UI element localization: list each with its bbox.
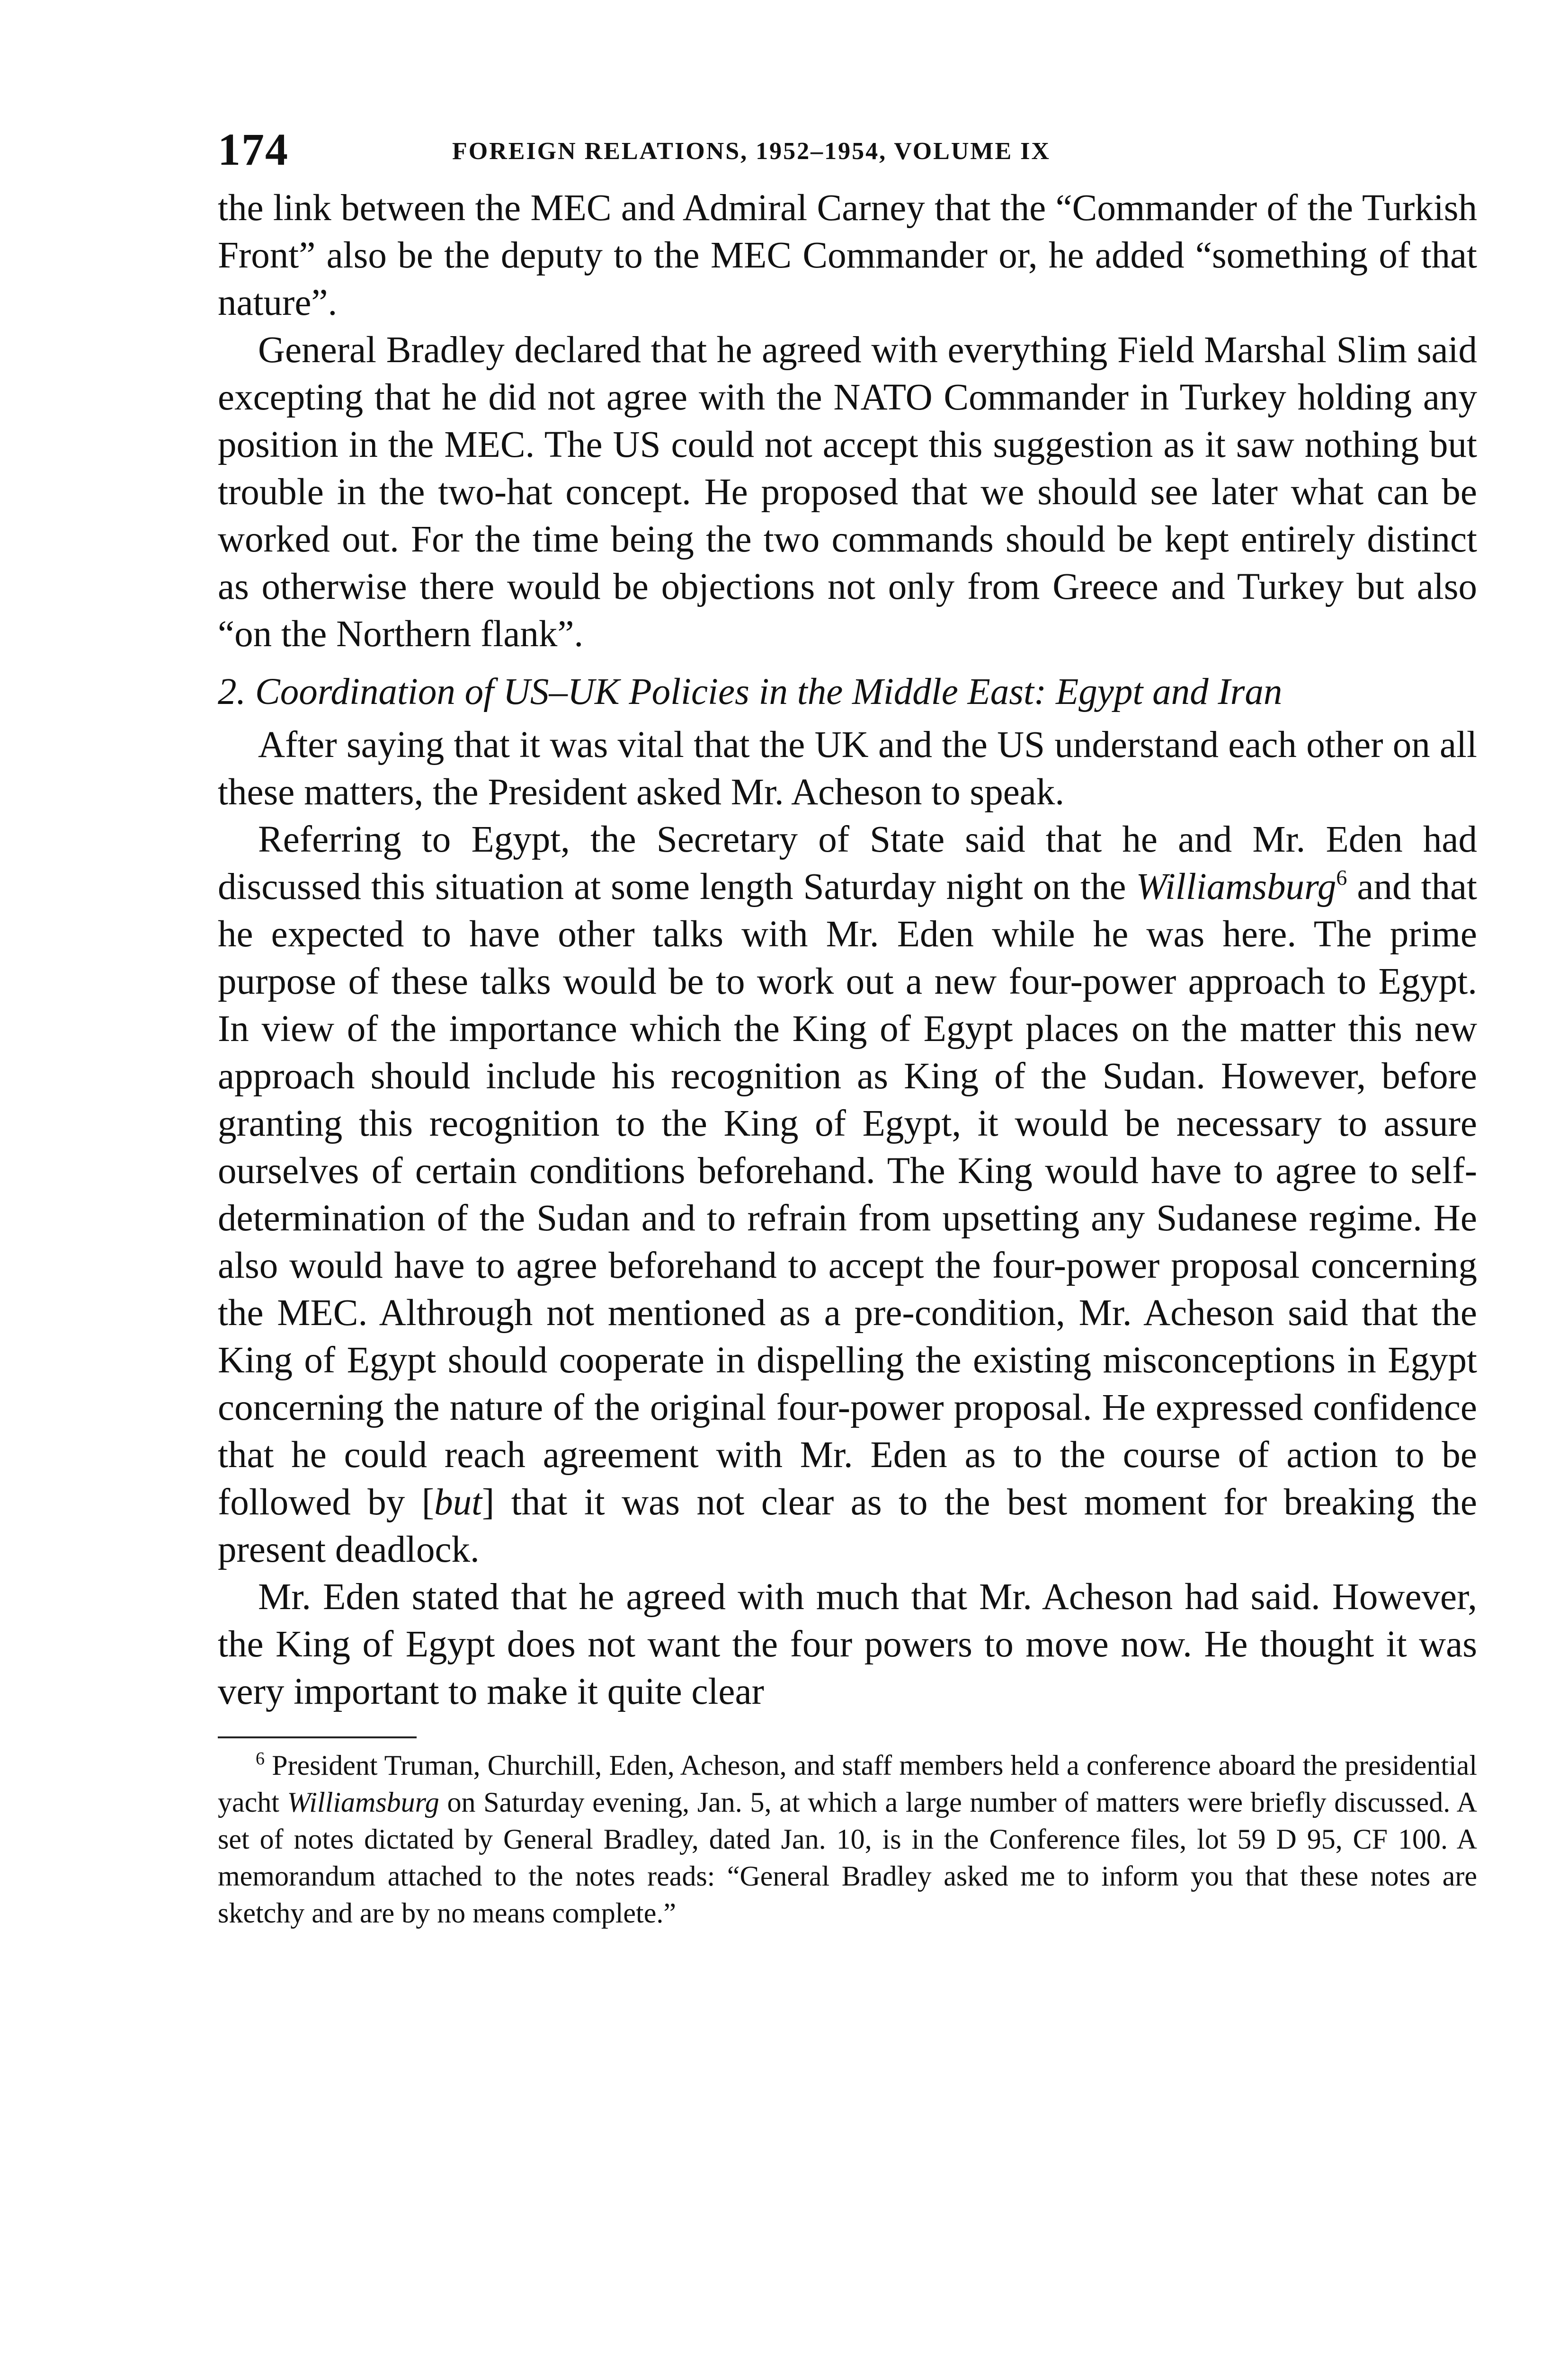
paragraph-2: General Bradley declared that he agreed with everything Field Marshal Slim said excepting that he did not agree with the NATO Commander in Turkey holding any position in the MEC. The US could not accept this suggestion as it saw nothing but trouble in the two-hat concept. He proposed that we should see later what can be worked out. For the time being the two commands should be kept entirely distinct as otherwise there would be objections not only from Greece and Turkey but also “on the Northern flank”. — [218, 329, 1477, 655]
body-text — [218, 185, 1477, 1716]
section-title: Coordination of US–UK Policies in the Middle East: Egypt and Iran — [255, 671, 1283, 712]
section-heading — [218, 668, 1477, 716]
paragraph-4-text-a: Referring to Egypt, the Secretary of State said that he and Mr. Eden had discussed this situation at some length Saturday night on the — [218, 819, 1477, 908]
running-head: FOREIGN RELATIONS, 1952–1954, VOLUME IX — [452, 138, 1051, 165]
footnote-divider — [218, 1736, 417, 1738]
page-header — [218, 114, 1477, 185]
footnote-marker: 6 — [256, 1749, 265, 1769]
paragraph-4-text-b: and that he expected to have other talks with Mr. Eden while he was here. The prime purpose of these talks would be to work out a new four-power approach to Egypt. In view of the importance which the King of Egypt places on the matter this new approach should include his recognition as King of the Sudan. However, before granting this recognition to the King of Egypt, it would be necessary to assure ourselves of certain conditions beforehand. The King would have to agree to self-determination of the Sudan and to refrain from upsetting any Sudanese regime. He also would have to agree beforehand to accept the four-power proposal concerning the MEC. Althrough not mentioned as a pre-condition, Mr. Acheson said that the King of Egypt should cooperate in dispelling the existing misconceptions in Egypt concerning the nature of the original four-power proposal. He expressed confidence that he could reach agreement with Mr. Eden as to the course of action to be followed by [ — [218, 866, 1477, 1523]
editorial-insertion: but — [434, 1482, 482, 1523]
page-number: 174 — [218, 124, 289, 175]
ship-name: Williamsburg — [1136, 866, 1336, 908]
document-page — [218, 114, 1477, 1931]
paragraph-5: Mr. Eden stated that he agreed with much that Mr. Acheson had said. However, the King of Egypt does not want the four powers to move now. He thought it was very important to make it quite clear — [218, 1576, 1477, 1712]
paragraph-4-text-c: ] that it was not clear as to the best moment for breaking the present deadlock. — [218, 1482, 1477, 1570]
footnote-text-a: President Truman, Churchill, Eden, Acheson, and staff members held a conference aboard the presidential yacht — [218, 1750, 1477, 1818]
paragraph-4 — [218, 816, 1477, 1574]
footnote-ship-name: Williamsburg — [287, 1787, 439, 1818]
footnote-reference: 6 — [1336, 865, 1347, 890]
paragraph-1: the link between the MEC and Admiral Carney that the “Commander of the Turkish Front” also be the deputy to the MEC Commander or, he added “something of that nature”. — [218, 187, 1477, 323]
footnote-6 — [218, 1747, 1477, 1931]
section-number: 2. — [218, 671, 246, 712]
footnote-text-b: on Saturday evening, Jan. 5, at which a large number of matters were briefly discussed. A set of notes dictated by General Bradley, dated Jan. 10, is in the Conference files, lot 59 D 95, CF 100. A memorandum attached to the notes reads: “General Bradley asked me to inform you that these notes are sketchy and are by no means complete.” — [218, 1787, 1477, 1929]
paragraph-3: After saying that it was vital that the UK and the US understand each other on all these matters, the President asked Mr. Acheson to speak. — [218, 724, 1477, 813]
